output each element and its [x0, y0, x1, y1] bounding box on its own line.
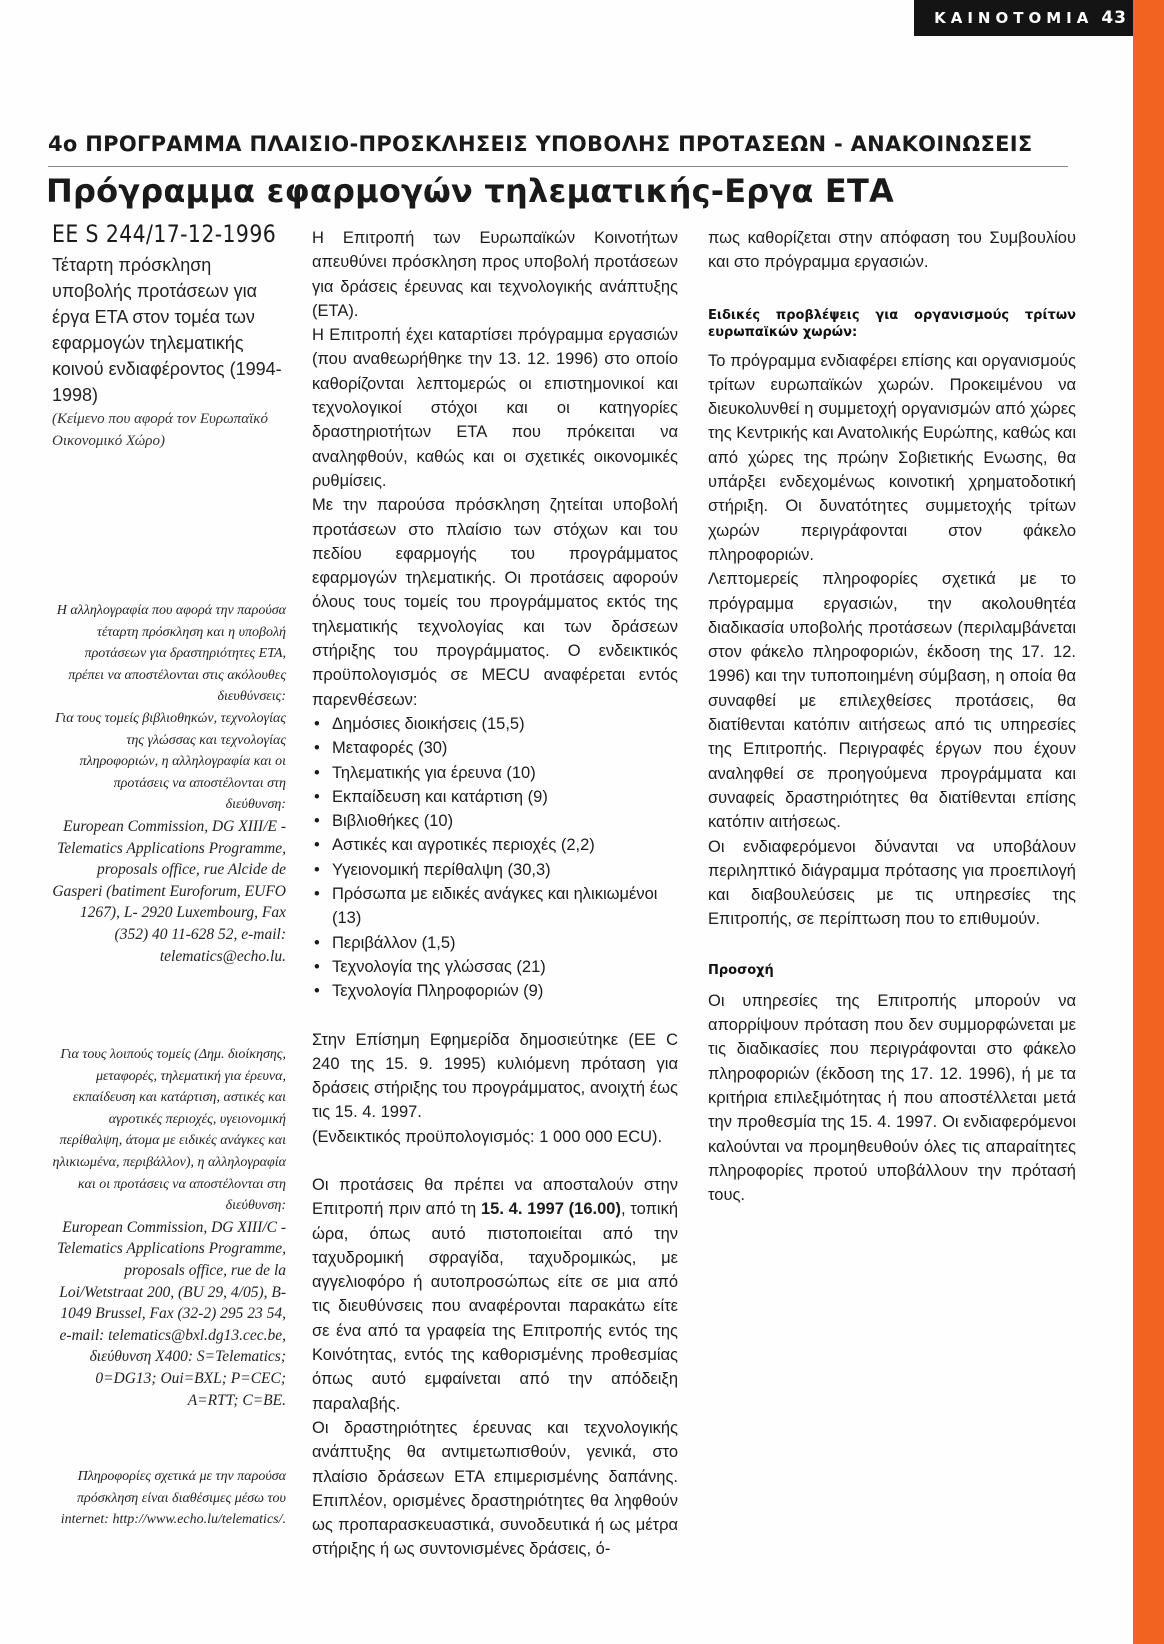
- left-column-intro: [52, 220, 288, 452]
- list-item: • Εκπαίδευση και κατάρτιση (9): [312, 785, 678, 809]
- right-column: [708, 226, 1076, 1207]
- subheading-third-countries: Ειδικές προβλέψεις για οργανισμούς τρίτων ευρωπαϊκών χωρών:: [708, 307, 1076, 340]
- middle-paragraph-5: [312, 1173, 678, 1416]
- list-item: • Τεχνολογία της γλώσσας (21): [312, 955, 678, 979]
- right-paragraph-1: πως καθορίζεται στην απόφαση του Συμβουλίου και στο πρόγραμμα εργασιών.: [708, 229, 1076, 272]
- list-item: • Τεχνολογία Πληροφοριών (9): [312, 979, 678, 1003]
- list-item: • Τηλεματικής για έρευνα (10): [312, 761, 678, 785]
- page-title: Πρόγραμμα εφαρμογών τηλεματικής-Εργα ΕΤΑ: [46, 172, 894, 210]
- right-paragraph-3: Λεπτομερείς πληροφορίες σχετικά με το πρόγραμμα εργασιών, την ακολουθητέα διαδικασία υποβολής προτάσεων (περιλαμβάνεται στον φάκελο πληροφοριών, έκδοση της 17. 12. 1996) και την τυποποιημένη σύμβαση, η οποία θα συναφθεί με επιλεχθείσες προτάσεις, θα διατίθενται κατόπιν αιτήσεως από τις υπηρεσίες της Επιτροπής. Περιγραφές έργων που έχουν αναληφθεί σε προηγούμενα προγράμματα και συναφείς δραστηριότητες θα διατίθενται επίσης κατόπιν αιτήσεως.: [708, 570, 1076, 832]
- middle-paragraph-2: Η Επιτροπή έχει καταρτίσει πρόγραμμα εργασιών (που αναθεωρήθηκε την 13. 12. 1996) στο οποίο καθορίζονται λεπτομερώς οι επιστημονικοί και τεχνολογικοί στόχοι και οι κατηγορίες δραστηριοτήτων ΕΤΑ που πρόκειται να αναληφθούν, καθώς και οι σχετικές οικονομικές ρυθμίσεις.: [312, 326, 678, 490]
- middle-column: [312, 226, 678, 1562]
- header-divider: [48, 166, 1068, 167]
- list-item: • Δημόσιες διοικήσεις (15,5): [312, 712, 678, 736]
- section-header: 4ο ΠΡΟΓΡΑΜΜΑ ΠΛΑΙΣΙΟ-ΠΡΟΣΚΛΗΣΕΙΣ ΥΠΟΒΟΛΗΣ ΠΡΟΤΑΣΕΩΝ - ΑΝΑΚΟΙΝΩΣΕΙΣ: [48, 132, 1033, 156]
- sidebar-internet-note: [52, 1466, 286, 1531]
- running-header: [914, 0, 1133, 36]
- sidebar-contact-2: [52, 1044, 286, 1411]
- description-note: (Κείμενο που αφορά τον Ευρωπαϊκό Οικονομικό Χώρο): [52, 411, 268, 449]
- page-number: 43: [1101, 8, 1127, 28]
- deadline-text-before: Οι προτάσεις θα πρέπει να αποσταλούν στην Επιτροπή πριν από τη: [312, 1175, 678, 1219]
- list-item: • Πρόσωπα με ειδικές ανάγκες και ηλικιωμένοι (13): [312, 882, 678, 931]
- middle-paragraph-4: Στην Επίσημη Εφημερίδα δημοσιεύτηκε (ΕΕ C 240 της 15. 9. 1995) κυλιόμενη πρόταση για δράσεις στήριξης του προγράμματος, ανοιχτή έως τις 15. 4. 1997.: [312, 1030, 678, 1122]
- support-budget: (Ενδεικτικός προϋπολογισμός: 1 000 000 ECU).: [312, 1127, 663, 1146]
- list-item: • Υγειονομική περίθαλψη (30,3): [312, 858, 678, 882]
- list-item: • Αστικές και αγροτικές περιοχές (2,2): [312, 833, 678, 857]
- deadline-text-after: , τοπική ώρα, όπως αυτό πιστοποιείται από την ταχυδρομική σφραγίδα, ταχυδρομικώς, με αγγελιοφόρο ή αυτοπροσώπως είτε σε μια από τις διευθύνσεις που αναφέρονται παρακάτω είτε σε ένα από τα γραφεία της Επιτροπής εντός της Κοινότητας, εντός της καθορισμένης προθεσμίας όπως αυτό εμφαίνεται από την απόδειξη παραλαβής.: [312, 1200, 679, 1413]
- orange-edge-strip: [1133, 0, 1164, 1644]
- middle-paragraph-1: Η Επιτροπή των Ευρωπαϊκών Κοινοτήτων απευθύνει πρόσκληση προς υποβολή προτάσεων για δράσεις έρευνας και τεχνολογικής ανάπτυξης (ΕΤΑ).: [312, 229, 678, 320]
- list-item: • Βιβλιοθήκες (10): [312, 809, 678, 833]
- right-paragraph-2: Το πρόγραμμα ενδιαφέρει επίσης και οργανισμούς τρίτων ευρωπαϊκών χωρών. Προκειμένου να διευκολυνθεί η συμμετοχή οργανισμών από χώρες της Κεντρικής και Ανατολικής Ευρώπης, καθώς και από χώρες της πρώην Σοβιετικής Ενωσης, θα υπάρξει ενδεχομένως κοινοτική χρηματοδοτική στήριξη. Οι δυνατότητες συμμετοχής τρίτων χωρών περιγράφονται στον φάκελο πληροφοριών.: [708, 351, 1077, 564]
- list-item: • Μεταφορές (30): [312, 736, 678, 760]
- subheading-attention: Προσοχή: [708, 962, 774, 978]
- budget-list: [312, 712, 678, 1004]
- address-luxembourg: European Commission, DG XIII/E - Telematics Applications Programme, proposals office, rue Alcide de Gasperi (batiment Euroforum, EUFO 1267), L- 2920 Luxembourg, Fax (352) 40 11-628 52, e-mail: telematics@echo.lu.: [52, 817, 286, 965]
- list-item: • Περιβάλλον (1,5): [312, 931, 678, 955]
- middle-paragraph-3: Με την παρούσα πρόσκληση ζητείται υποβολή προτάσεων στο πλαίσιο των στόχων και του πεδίου εφαρμογής του προγράμματος εφαρμογών τηλεματικής. Οι προτάσεις αφορούν όλους τους τομείς του προγράμματος εκτός της τηλεματικής τεχνολογίας και των δράσεων στήριξης του προγράμματος. Ο ενδεικτικός προϋπολογισμός σε MECU αναφέρεται εντός παρενθέσεων:: [312, 496, 678, 709]
- reference-number: ΕΕ S 244/17-12-1996: [52, 220, 277, 248]
- call-description: Τέταρτη πρόσκληση υποβολής προτάσεων για έργα ΕΤΑ στον τομέα των εφαρμογών τηλεματικής κοινού ενδιαφέροντος (1994-1998): [52, 255, 282, 405]
- internet-note: Πληροφορίες σχετικά με την παρούσα πρόσκληση είναι διαθέσιμες μέσω του internet: http://www.echo.lu/telematics/.: [60, 1469, 286, 1528]
- submission-deadline: 15. 4. 1997 (16.00): [480, 1200, 621, 1219]
- address-brussels: European Commission, DG XIII/C - Telematics Applications Programme, proposals office, rue de la Loi/Wetstraat 200, (BU 29, 4/05), B-1049 Brussel, Fax (32-2) 295 23 54, e-mail: telematics@bxl.dg13.cec.be, διεύθυνση X400: S=Telematics; 0=DG13; Oui=BXL; P=CEC; A=RTT; C=BE.: [57, 1218, 286, 1409]
- contact-intro: Η αλληλογραφία που αφορά την παρούσα τέταρτη πρόσκληση και η υποβολή προτάσεων για δραστηριότητες ΕΤΑ, πρέπει να αποστέλονται στις ακόλουθες διευθύνσεις:: [56, 603, 286, 705]
- right-paragraph-4: Οι ενδιαφερόμενοι δύνανται να υποβάλουν περιληπτικό διάγραμμα πρότασης για προεπιλογή και διαβουλεύσεις με τις υπηρεσίες της Επιτροπής, σε περίπτωση που το επιθυμούν.: [708, 837, 1076, 929]
- contact-sectors-2: Για τους λοιπούς τομείς (Δημ. διοίκησης, μεταφορές, τηλεματική για έρευνα, εκπαίδευση και κατάρτιση, αστικές και αγροτικές περιοχές, υγειονομική περίθαλψη, άτομα με ειδικές ανάγκες και ηλικιωμένα, περιβάλλον), η αλληλογραφία και οι προτάσεις να αποστέλονται στη διεύθυνση:: [52, 1047, 286, 1214]
- sidebar-contact-1: [52, 600, 286, 967]
- running-header-section: ΚΑΙΝΟΤΟΜΙΑ: [934, 9, 1094, 27]
- right-paragraph-5: Οι υπηρεσίες της Επιτροπής μπορούν να απορρίψουν πρόταση που δεν συμμορφώνεται με τις διαδικασίες που περιγράφονται στο φάκελο πληροφοριών (έκδοση της 17. 12. 1996), ή με τα κριτήρια επιλεξιμότητας ή που αποστέλλεται μετά την προθεσμία της 15. 4. 1997. Οι ενδιαφερόμενοι καλούνται να προμηθευθούν όλες τις απαραίτητες πληροφορίες προτού υποβάλλουν την πρότασή τους.: [708, 991, 1076, 1205]
- middle-paragraph-6: Οι δραστηριότητες έρευνας και τεχνολογικής ανάπτυξης θα αντιμετωπισθούν, γενικά, στο πλαίσιο δράσεων ΕΤΑ επιμερισμένης δαπάνης. Επιπλέον, ορισμένες δραστηριότητες θα ληφθούν ως προπαρασκευαστικά, συνοδευτικά ή ως μέτρα στήριξης ή ως συντονισμένες δράσεις, ό-: [312, 1418, 678, 1559]
- contact-sectors-1: Για τους τομείς βιβλιοθηκών, τεχνολογίας της γλώσσας και τεχνολογίας πληροφοριών, η αλληλογραφία και οι προτάσεις να αποστέλονται στη διεύθυνση:: [55, 710, 286, 813]
